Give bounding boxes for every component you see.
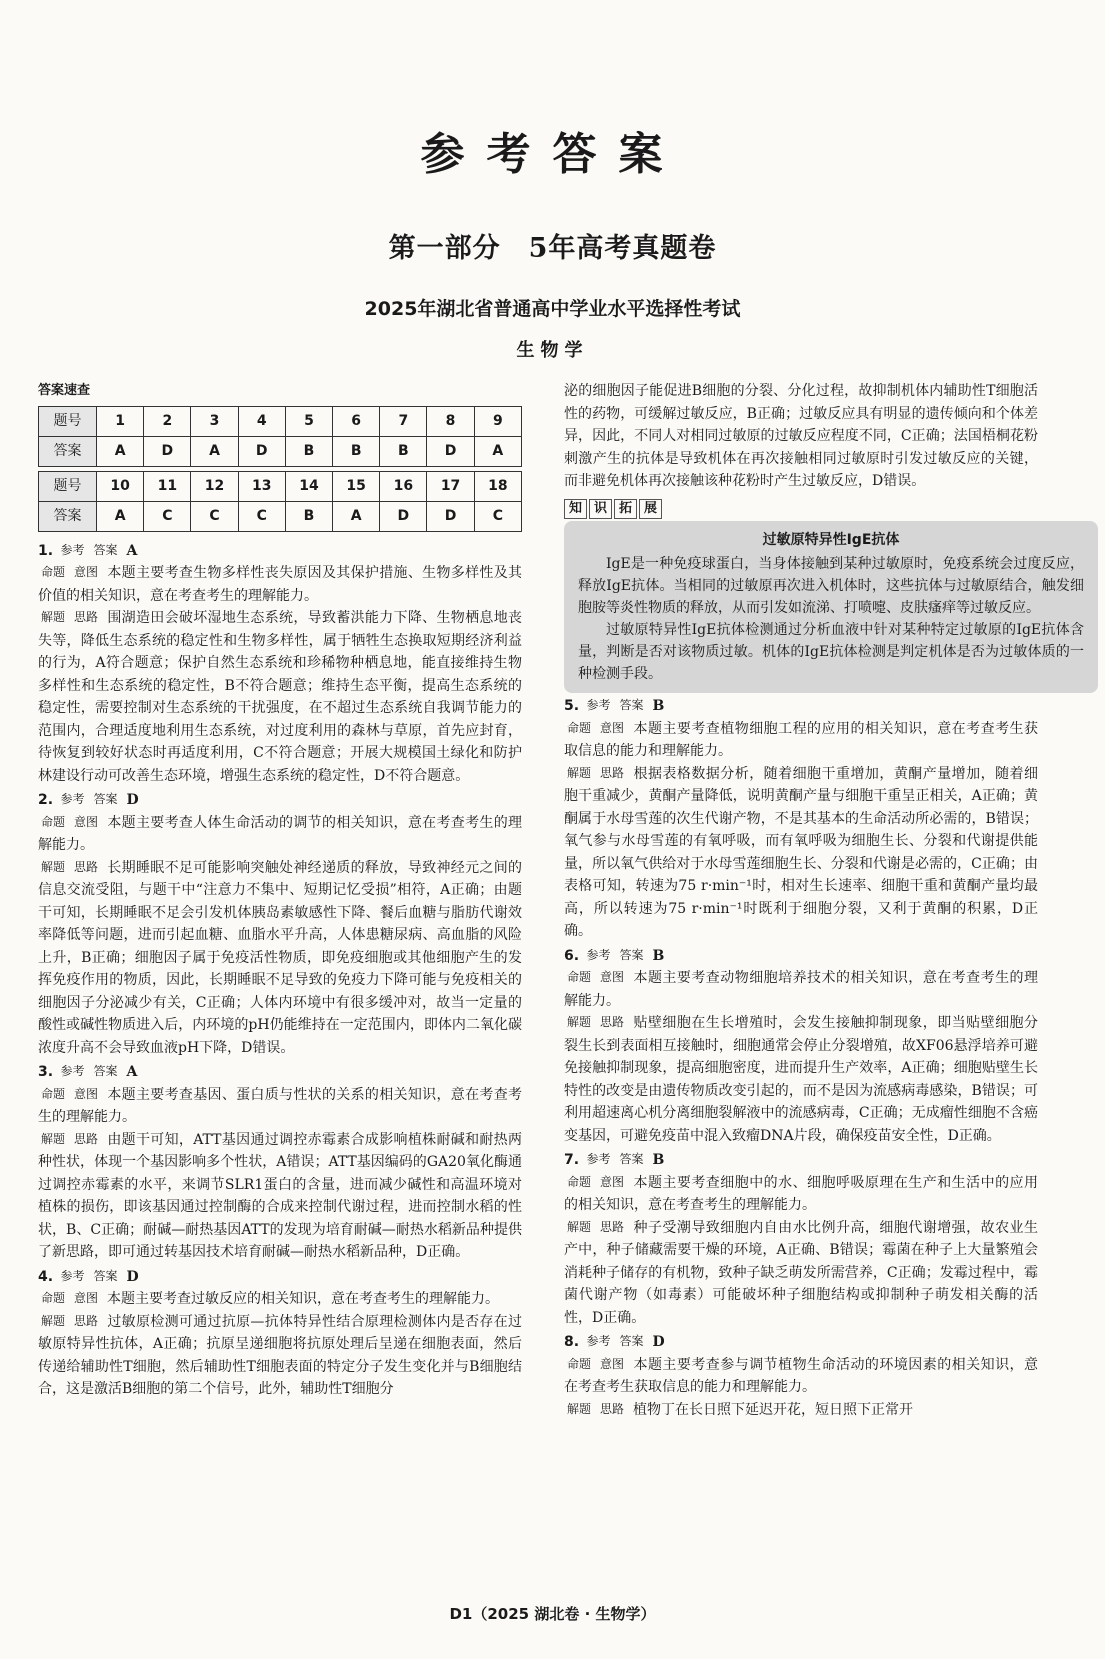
table-cell: A [97, 501, 144, 531]
question-number: 8. [564, 1334, 580, 1350]
answer-letter: B [652, 947, 665, 964]
table-cell: 4 [238, 406, 285, 436]
question-number: 7. [564, 1152, 580, 1168]
table-cell: C [238, 501, 285, 531]
table-row-nums-1 [39, 406, 522, 436]
solution-text: 由题干可知，ATT基因通过调控赤霉素合成影响植株耐碱和耐热两种性状，体现一个基因影响多个性状，A错误；ATT基因编码的GA20氧化酶通过调控赤霉素的水平，来调节SLR1蛋白的含量，进而减少碱性和高温环境对植株的损伤，即该基因通过控制酶的合成来控制代谢过程，进而控制水稻的性状，B、C正确；耐碱—耐热基因ATT的发现为培育耐碱—耐热水稻新品种提供了新思路，即可通过转基因技术培育耐碱—耐热水稻新品种，D正确。 [38, 1131, 522, 1260]
intent-text: 本题主要考查基因、蛋白质与性状的关系的相关知识，意在考查考生的理解能力。 [38, 1086, 522, 1125]
extension-paragraph: IgE是一种免疫球蛋白，当身体接触到某种过敏原时，免疫系统会过度反应，释放IgE抗体。当相同的过敏原再次进入机体时，这些抗体与过敏原结合，触发细胞胺等炎性物质的释放，从而引发如流涕、打喷嚏、皮肤瘙痒等过敏反应。 [578, 556, 1084, 616]
table-row-nums-2 [39, 471, 522, 501]
question-number: 3. [38, 1064, 54, 1080]
question-number: 4. [38, 1268, 54, 1285]
intent-text: 本题主要考查生物多样性丧失原因及其保护措施、生物多样性及其价值的相关知识，意在考查考生的理解能力。 [38, 565, 522, 604]
intent-text: 本题主要考查人体生命活动的调节的相关知识，意在考查考生的理解能力。 [38, 814, 522, 853]
table-cell: 13 [238, 471, 285, 501]
table-cell: B [285, 436, 332, 466]
question-8 [564, 1331, 1038, 1421]
table-cell: C [474, 501, 521, 531]
right-column [564, 380, 1084, 1421]
solution-text: 贴壁细胞在生长增殖时，会发生接触抑制现象，即当贴壁细胞分裂生长到表面相互接触时，细胞通常会停止分裂增殖，故XF06悬浮培养可避免接触抑制现象，提高细胞密度，进而提升生产效率，A正确；细胞贴壁生长特性的改变是由遗传物质改变引起的，而不是因为流感病毒感染，B错误；可利用超速离心机分离细胞裂解液中的流感病毒，C正确；无成瘤性细胞不含癌变基因，可避免疫苗中混入致瘤DNA片段，确保疫苗安全性，D正确。 [564, 1015, 1038, 1144]
table-cell: 17 [427, 471, 474, 501]
ref-answer-tag: 参考 答案 [60, 542, 118, 557]
solution-text: 种子受潮导致细胞内自由水比例升高，细胞代谢增强，故农业生产中，种子储藏需要干燥的环境，A正确、B错误；霉菌在种子上大量繁殖会消耗种子储存的有机物，致种子缺乏萌发所需营养，C正确；发霉过程中，霉菌代谢产物（如毒素）可能破坏种子细胞结构或抑制种子萌发相关酶的活性，D正确。 [564, 1219, 1038, 1326]
solution-tag: 解题 思路 [41, 1131, 99, 1146]
solution-text: 植物丁在长日照下延迟开花，短日照下正常开 [633, 1401, 914, 1418]
answer-letter: B [652, 1152, 665, 1168]
solution-text: 根据表格数据分析，随着细胞干重增加，黄酮产量增加，随着细胞干重减少，黄酮产量降低，说明黄酮产量与细胞干重呈正相关，A正确；黄酮属于水母雪莲的次生代谢产物，不是其基本的生命活动所必需的，B错误；氧气参与水母雪莲的有氧呼吸，而有氧呼吸为细胞生长、分裂和代谢提供能量，所以氧气供给对于水母雪莲细胞生长、分裂和代谢是必需的，C正确；由表格可知，转速为75 r·min⁻¹时，相对生长速率、细胞干重和黄酮产量均最高，所以转速为75 r·min⁻¹时既利于细胞分裂，又利于黄酮的积累，D正确。 [564, 765, 1038, 939]
intent-tag: 命题 意图 [41, 565, 99, 579]
table-cell: A [191, 436, 238, 466]
exam-title: 2025年湖北省普通高中学业水平选择性考试 [364, 298, 741, 320]
intent-tag: 命题 意图 [567, 1174, 625, 1189]
table-row-answers-2 [39, 501, 522, 531]
ref-answer-tag: 参考 答案 [586, 1334, 644, 1348]
intent-text: 本题主要考查过敏反应的相关知识，意在考查考生的理解能力。 [107, 1291, 500, 1307]
answer-letter: A [126, 1064, 138, 1080]
question-number: 5. [564, 698, 580, 714]
table-cell: D [427, 436, 474, 466]
answer-letter: D [126, 1268, 139, 1285]
extension-head-char: 拓 [614, 499, 637, 519]
table-cell: D [238, 436, 285, 466]
solution-tag: 解题 思路 [567, 1401, 625, 1416]
solution-text: 过敏原检测可通过抗原—抗体特异性结合原理检测体内是否存在过敏原特异性抗体，A正确；抗原呈递细胞将抗原处理后呈递在细胞表面，然后传递给辅助性T细胞，然后辅助性T细胞表面的特定分子发生变化并与B细胞结合，这是激活B细胞的第二个信号，此外，辅助性T细胞分 [38, 1313, 522, 1397]
solution-tag: 解题 思路 [41, 1313, 99, 1328]
table-cell: 2 [144, 406, 191, 436]
extension-head-char: 展 [639, 499, 662, 519]
page-footer: D1（2025 湖北卷 · 生物学） [449, 1605, 656, 1623]
answer-table [38, 406, 522, 532]
table-cell: 16 [380, 471, 427, 501]
question-6 [564, 945, 1038, 1148]
intent-text: 本题主要考查动物细胞培养技术的相关知识，意在考查考生的理解能力。 [564, 970, 1038, 1009]
table-cell: D [427, 501, 474, 531]
answer-letter: D [652, 1334, 665, 1350]
intent-tag: 命题 意图 [41, 1086, 99, 1101]
table-cell: B [380, 436, 427, 466]
ref-answer-tag: 参考 答案 [60, 1064, 118, 1078]
question-number: 6. [564, 947, 580, 964]
extension-paragraph: 过敏原特异性IgE抗体检测通过分析血液中针对某种特定过敏原的IgE抗体含量，判断是否对该物质过敏。机体的IgE抗体检测是判定机体是否为过敏体质的一种检测手段。 [578, 622, 1084, 682]
ref-answer-tag: 参考 答案 [60, 1268, 118, 1283]
table-cell: 7 [380, 406, 427, 436]
answer-letter: B [652, 698, 665, 714]
table-cell: A [97, 436, 144, 466]
table-cell: 12 [191, 471, 238, 501]
table-row-answers-1 [39, 436, 522, 466]
main-title: 参考答案 [420, 129, 685, 180]
table-cell: C [191, 501, 238, 531]
table-cell: 18 [474, 471, 521, 501]
table-cell: 3 [191, 406, 238, 436]
left-column [38, 380, 522, 1401]
intent-tag: 命题 意图 [567, 1356, 625, 1371]
intent-text: 本题主要考查细胞中的水、细胞呼吸原理在生产和生活中的应用的相关知识，意在考查考生的理解能力。 [564, 1174, 1038, 1213]
table-cell: 11 [144, 471, 191, 501]
solution-tag: 解题 思路 [567, 765, 625, 780]
table-header-cell: 题号 [39, 406, 97, 436]
ref-answer-tag: 参考 答案 [586, 698, 644, 712]
extension-title: 过敏原特异性IgE抗体 [762, 532, 900, 548]
intent-tag: 命题 意图 [567, 970, 625, 984]
solution-tag: 解题 思路 [41, 610, 99, 624]
table-header-cell: 答案 [39, 436, 97, 466]
subject-title: 生物学 [516, 340, 589, 361]
table-cell: D [144, 436, 191, 466]
table-cell: 15 [333, 471, 380, 501]
table-cell: 9 [474, 406, 521, 436]
solution-text: 长期睡眠不足可能影响突触处神经递质的释放，导致神经元之间的信息交流受阻，与题干中“注意力不集中、短期记忆受损”相符，A正确；由题干可知，长期睡眠不足会引发机体胰岛素敏感性下降、餐后血糖与脂肪代谢效率降低等问题，进而引起血糖、血脂水平升高，人体患糖尿病、高血脂的风险上升，B正确；细胞因子属于免疫活性物质，即免疫细胞或其他细胞产生的发挥免疫作用的物质，因此，长期睡眠不足导致的免疫力下降可能与免疫相关的细胞因子分泌减少有关，C正确；人体内环境中有很多缓冲对，故当一定量的酸性或碱性物质进入后，内环境的pH仍能维持在一定范围内，即体内二氧化碳浓度升高不会导致血液pH下降，D错误。 [38, 859, 522, 1056]
solution-tag: 解题 思路 [41, 859, 99, 874]
intent-tag: 命题 意图 [567, 720, 625, 735]
table-header-cell: 答案 [39, 501, 97, 531]
table-cell: A [333, 501, 380, 531]
question-number: 1. [38, 542, 54, 559]
ref-answer-tag: 参考 答案 [60, 792, 118, 806]
question-5 [564, 695, 1038, 943]
question-number: 2. [38, 792, 54, 808]
table-cell: 1 [97, 406, 144, 436]
ref-answer-tag: 参考 答案 [586, 1152, 644, 1166]
solution-text-continued: 泌的细胞因子能促进B细胞的分裂、分化过程，故抑制机体内辅助性T细胞活性的药物，可缓解过敏反应，B正确；过敏反应具有明显的遗传倾向和个体差异，因此，不同人对相同过敏原的过敏反应程度不同，C正确；法国梧桐花粉刺激产生的抗体是导致机体在再次接触相同过敏原时引发过敏反应的关键，而非避免机体再次接触该种花粉时产生过敏反应，D错误。 [564, 383, 1038, 489]
table-cell: C [144, 501, 191, 531]
knowledge-extension-box [564, 521, 1098, 693]
table-cell: B [285, 501, 332, 531]
table-header-cell: 题号 [39, 471, 97, 501]
table-cell: 6 [333, 406, 380, 436]
table-cell: 14 [285, 471, 332, 501]
solution-tag: 解题 思路 [567, 1015, 625, 1029]
table-cell: 8 [427, 406, 474, 436]
question-3 [38, 1061, 522, 1264]
intent-tag: 命题 意图 [41, 1291, 99, 1305]
table-cell: B [333, 436, 380, 466]
extension-head-char: 识 [589, 499, 612, 519]
ref-answer-tag: 参考 答案 [586, 947, 644, 962]
table-cell: 10 [97, 471, 144, 501]
table-cell: 5 [285, 406, 332, 436]
table-cell: A [474, 436, 521, 466]
solution-text: 围湖造田会破坏湿地生态系统，导致蓄洪能力下降、生物栖息地丧失等，降低生态系统的稳定性和生物多样性，属于牺牲生态换取短期经济利益的行为，A符合题意；保护自然生态系统和珍稀物种栖息地，能直接维持生物多样性和生态系统的稳定性，B不符合题意；维持生态平衡，提高生态系统的稳定性，需要控制对生态系统的干扰强度，在不超过生态系统自我调节能力的范围内，合理适度地利用生态系统，对过度利用的森林与草原，首先应封育，待恢复到较好状态时再适度利用，C不符合题意；开展大规模国土绿化和防护林建设行动可改善生态环境，增强生态系统的稳定性，D不符合题意。 [38, 610, 522, 784]
intent-text: 本题主要考查植物细胞工程的应用的相关知识，意在考查考生获取信息的能力和理解能力。 [564, 720, 1038, 759]
question-4 [38, 1266, 522, 1401]
solution-tag: 解题 思路 [567, 1219, 625, 1234]
knowledge-extension-heading [564, 497, 1038, 520]
part-title: 第一部分 5年高考真题卷 [388, 233, 717, 264]
table-cell: D [380, 501, 427, 531]
extension-head-char: 知 [564, 499, 587, 519]
answer-letter: D [126, 792, 139, 808]
question-2 [38, 789, 522, 1059]
intent-tag: 命题 意图 [41, 814, 99, 829]
question-1 [38, 540, 522, 788]
answer-table-label: 答案速查 [38, 383, 91, 398]
answer-letter: A [126, 542, 138, 559]
intent-text: 本题主要考查参与调节植物生命活动的环境因素的相关知识，意在考查考生获取信息的能力和理解能力。 [564, 1356, 1038, 1395]
question-7 [564, 1149, 1038, 1329]
